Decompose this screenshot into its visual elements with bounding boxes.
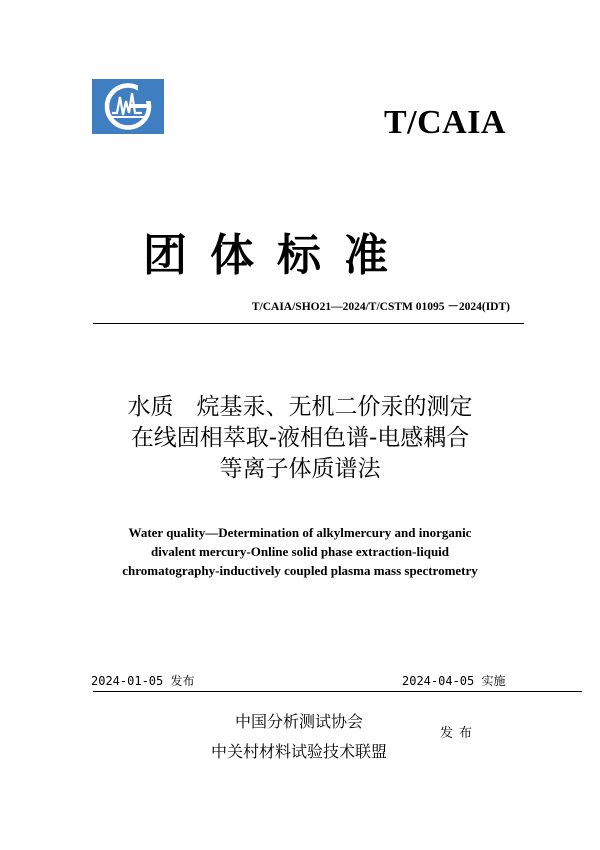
english-title-line: divalent mercury-Online solid phase extraction-liquid bbox=[150, 544, 450, 559]
top-divider bbox=[93, 323, 524, 324]
standard-type-heading: 团体标准 bbox=[143, 230, 411, 281]
publisher-name: 中国分析测试协会 bbox=[234, 712, 363, 731]
chinese-title bbox=[80, 392, 520, 485]
issue-date: 2024-01-05 发布 bbox=[91, 674, 195, 688]
standard-number: T/CAIA/SHO21—2024/T/CSTM 01095 －2024(IDT) bbox=[251, 301, 510, 313]
chinese-title-line: 等离子体质谱法 bbox=[219, 456, 381, 482]
bottom-divider bbox=[93, 691, 582, 692]
english-title-line: chromatography-inductively coupled plasma mass spectrometry bbox=[122, 563, 478, 578]
publish-label: 发布 bbox=[440, 726, 479, 741]
chinese-title-line: 水质 烷基汞、无机二价汞的测定 bbox=[127, 394, 473, 420]
chinese-title-line: 在线固相萃取-液相色谱-电感耦合 bbox=[130, 425, 470, 451]
implementation-date: 2024-04-05 实施 bbox=[402, 674, 506, 688]
english-title-line: Water quality—Determination of alkylmercury and inorganic bbox=[128, 525, 472, 540]
association-logo-icon bbox=[92, 79, 164, 134]
publisher-name: 中关村材料试验技术联盟 bbox=[210, 742, 387, 761]
standard-code: T/CAIA bbox=[383, 104, 506, 141]
english-title bbox=[80, 523, 520, 580]
